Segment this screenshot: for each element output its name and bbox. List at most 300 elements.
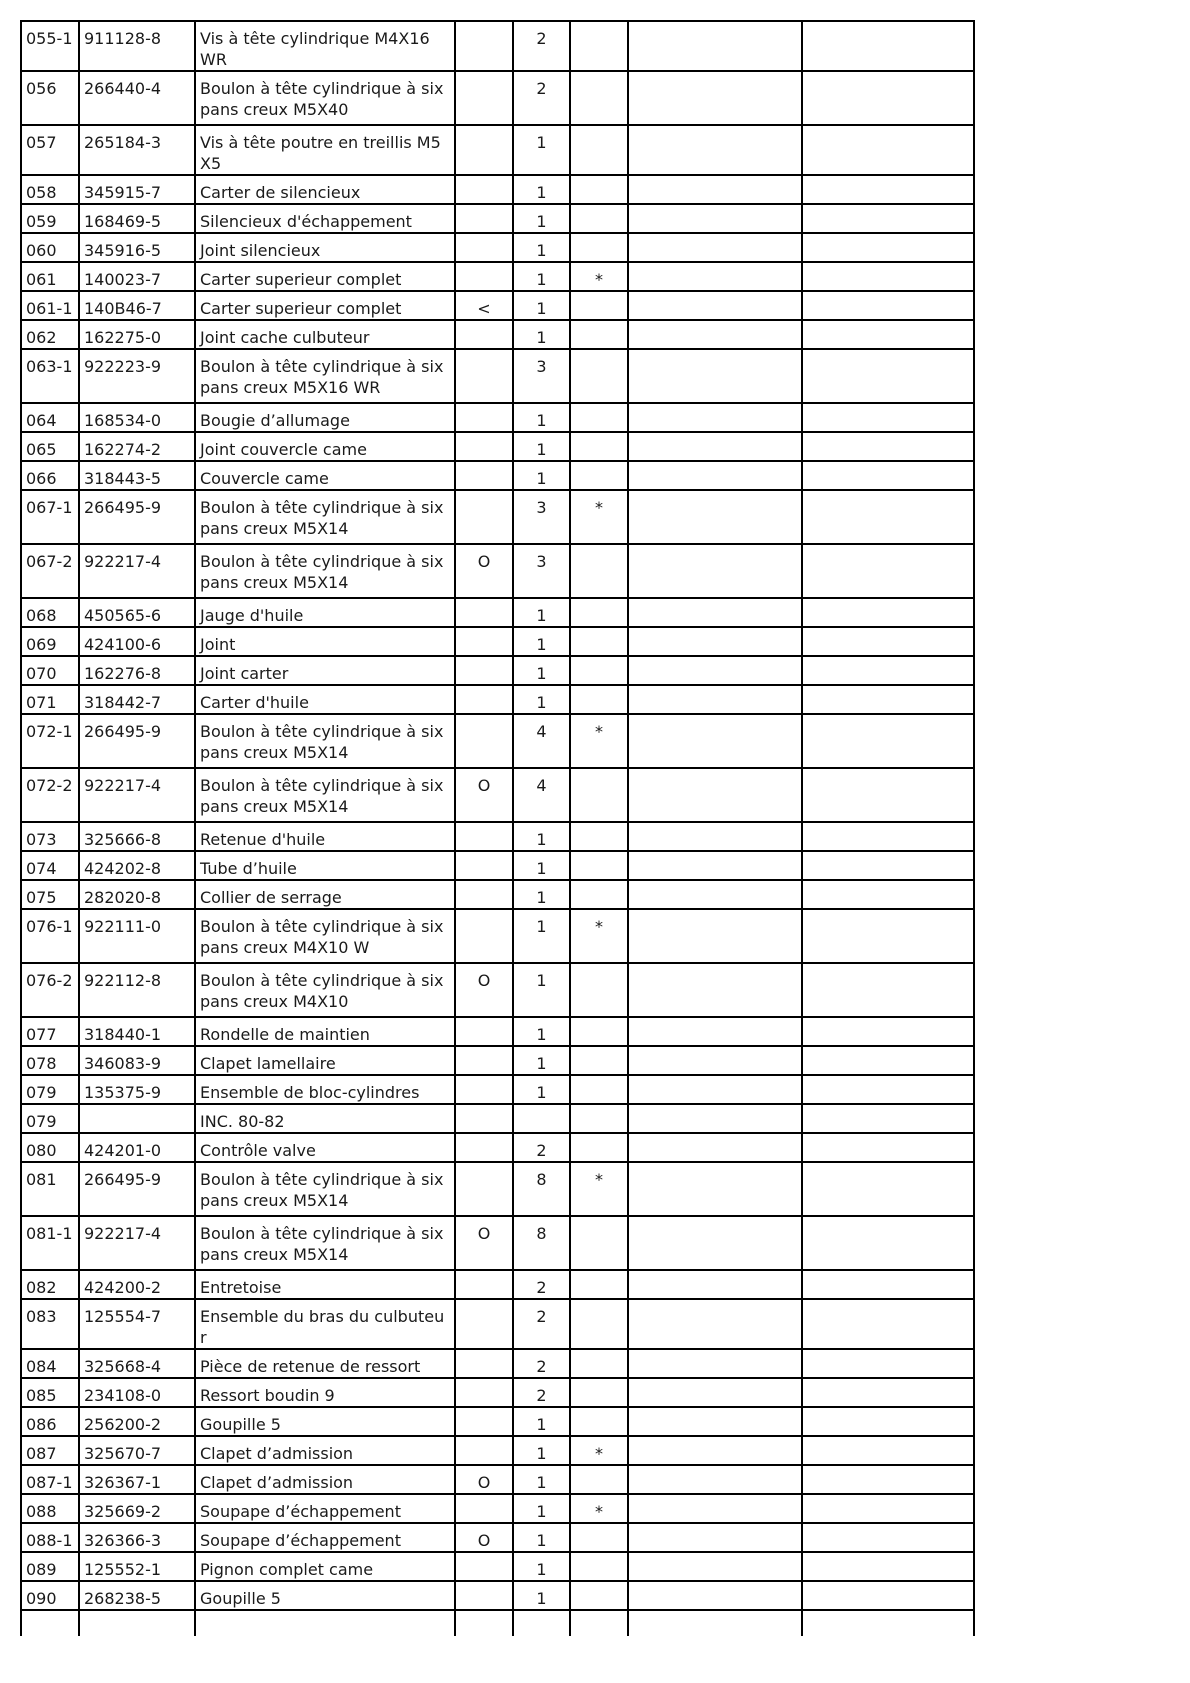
note-cell	[455, 432, 513, 461]
extra-2-cell	[802, 714, 974, 768]
ref-cell: 087-1	[21, 1465, 79, 1494]
note-cell	[455, 320, 513, 349]
extra-1-cell	[628, 291, 802, 320]
description-cell: Carter superieur complet	[195, 291, 455, 320]
ref-cell: 060	[21, 233, 79, 262]
part-number-cell: 922217-4	[79, 768, 195, 822]
note-cell: O	[455, 1523, 513, 1552]
extra-2-cell	[802, 768, 974, 822]
table-row	[21, 656, 974, 685]
note-cell	[455, 21, 513, 71]
quantity-cell: 1	[513, 963, 570, 1017]
quantity-cell: 2	[513, 1270, 570, 1299]
extra-1-cell	[628, 656, 802, 685]
description-cell: Joint cache culbuteur	[195, 320, 455, 349]
ref-cell: 078	[21, 1046, 79, 1075]
table-row	[21, 963, 974, 1017]
mark-cell	[570, 768, 628, 822]
table-row	[21, 1436, 974, 1465]
part-number-cell: 450565-6	[79, 598, 195, 627]
extra-1-cell	[628, 175, 802, 204]
extra-1-cell	[628, 1407, 802, 1436]
extra-1-cell	[628, 1523, 802, 1552]
extra-1-cell	[628, 1465, 802, 1494]
ref-cell: 077	[21, 1017, 79, 1046]
table-row	[21, 403, 974, 432]
extra-2-cell	[802, 909, 974, 963]
table-row	[21, 1552, 974, 1581]
quantity-cell: 1	[513, 262, 570, 291]
description-cell: Carter superieur complet	[195, 262, 455, 291]
mark-cell	[570, 685, 628, 714]
description-cell: Boulon à tête cylindrique à six pans creux M5X14	[195, 1162, 455, 1216]
extra-1-cell	[628, 1270, 802, 1299]
extra-1-cell	[628, 1494, 802, 1523]
note-cell	[455, 1349, 513, 1378]
mark-cell	[570, 1216, 628, 1270]
part-number-cell: 318443-5	[79, 461, 195, 490]
extra-2-cell	[802, 125, 974, 175]
extra-1-cell	[628, 461, 802, 490]
table-row	[21, 1378, 974, 1407]
table-row	[21, 233, 974, 262]
description-cell: Pignon complet came	[195, 1552, 455, 1581]
mark-cell: *	[570, 262, 628, 291]
extra-1-cell	[628, 1133, 802, 1162]
mark-cell	[570, 125, 628, 175]
part-number-cell: 125552-1	[79, 1552, 195, 1581]
extra-2-cell	[802, 627, 974, 656]
part-number-cell: 318440-1	[79, 1017, 195, 1046]
quantity-cell: 2	[513, 1349, 570, 1378]
table-row	[21, 71, 974, 125]
ref-cell: 062	[21, 320, 79, 349]
quantity-cell: 8	[513, 1216, 570, 1270]
description-cell: Boulon à tête cylindrique à six pans creux M5X16 WR	[195, 349, 455, 403]
extra-1-cell	[628, 1378, 802, 1407]
quantity-cell: 1	[513, 461, 570, 490]
table-row	[21, 598, 974, 627]
ref-cell: 068	[21, 598, 79, 627]
part-number-cell: 266440-4	[79, 71, 195, 125]
mark-cell	[570, 21, 628, 71]
extra-2-cell	[802, 963, 974, 1017]
part-number-cell: 318442-7	[79, 685, 195, 714]
description-cell: Carter de silencieux	[195, 175, 455, 204]
description-cell: Tube d’huile	[195, 851, 455, 880]
quantity-cell: 1	[513, 320, 570, 349]
note-cell	[455, 851, 513, 880]
quantity-cell: 2	[513, 1299, 570, 1349]
mark-cell	[570, 1349, 628, 1378]
table-row	[21, 1523, 974, 1552]
mark-cell	[570, 963, 628, 1017]
quantity-cell: 2	[513, 1378, 570, 1407]
mark-cell	[570, 1552, 628, 1581]
extra-1-cell	[628, 320, 802, 349]
extra-2-cell	[802, 403, 974, 432]
extra-2-cell	[802, 1270, 974, 1299]
table-row	[21, 1104, 974, 1133]
mark-cell	[570, 1523, 628, 1552]
quantity-cell: 1	[513, 403, 570, 432]
note-cell	[455, 714, 513, 768]
ref-cell: 085	[21, 1378, 79, 1407]
description-cell: Soupape d’échappement	[195, 1523, 455, 1552]
note-cell	[455, 1270, 513, 1299]
note-cell	[455, 1075, 513, 1104]
note-cell	[455, 1610, 513, 1636]
mark-cell	[570, 1270, 628, 1299]
part-number-cell: 922217-4	[79, 544, 195, 598]
description-cell: Soupape d’échappement	[195, 1494, 455, 1523]
extra-1-cell	[628, 714, 802, 768]
ref-cell: 075	[21, 880, 79, 909]
part-number-cell: 282020-8	[79, 880, 195, 909]
mark-cell: *	[570, 1436, 628, 1465]
ref-cell: 061-1	[21, 291, 79, 320]
table-row	[21, 768, 974, 822]
extra-2-cell	[802, 490, 974, 544]
table-row	[21, 1407, 974, 1436]
ref-cell: 083	[21, 1299, 79, 1349]
extra-1-cell	[628, 71, 802, 125]
table-row	[21, 461, 974, 490]
extra-2-cell	[802, 1552, 974, 1581]
extra-2-cell	[802, 1216, 974, 1270]
note-cell	[455, 1162, 513, 1216]
table-row	[21, 204, 974, 233]
table-row	[21, 291, 974, 320]
note-cell	[455, 685, 513, 714]
ref-cell: 080	[21, 1133, 79, 1162]
ref-cell	[21, 1610, 79, 1636]
extra-2-cell	[802, 685, 974, 714]
description-cell: Joint	[195, 627, 455, 656]
table-row	[21, 125, 974, 175]
ref-cell: 089	[21, 1552, 79, 1581]
quantity-cell: 1	[513, 432, 570, 461]
table-row	[21, 175, 974, 204]
parts-table-body	[21, 21, 974, 1636]
extra-2-cell	[802, 1104, 974, 1133]
quantity-cell: 8	[513, 1162, 570, 1216]
ref-cell: 073	[21, 822, 79, 851]
description-cell: Ensemble du bras du culbuteur	[195, 1299, 455, 1349]
extra-2-cell	[802, 233, 974, 262]
mark-cell	[570, 544, 628, 598]
note-cell	[455, 125, 513, 175]
extra-1-cell	[628, 627, 802, 656]
part-number-cell: 922112-8	[79, 963, 195, 1017]
extra-1-cell	[628, 1104, 802, 1133]
quantity-cell: 1	[513, 175, 570, 204]
part-number-cell: 266495-9	[79, 490, 195, 544]
note-cell	[455, 909, 513, 963]
description-cell: Clapet lamellaire	[195, 1046, 455, 1075]
extra-2-cell	[802, 656, 974, 685]
extra-1-cell	[628, 262, 802, 291]
mark-cell	[570, 1581, 628, 1610]
extra-2-cell	[802, 1436, 974, 1465]
extra-2-cell	[802, 1523, 974, 1552]
part-number-cell	[79, 1104, 195, 1133]
extra-1-cell	[628, 432, 802, 461]
part-number-cell: 325669-2	[79, 1494, 195, 1523]
table-row	[21, 1494, 974, 1523]
description-cell: Entretoise	[195, 1270, 455, 1299]
description-cell: Joint carter	[195, 656, 455, 685]
mark-cell	[570, 1610, 628, 1636]
extra-1-cell	[628, 1046, 802, 1075]
note-cell	[455, 627, 513, 656]
mark-cell	[570, 320, 628, 349]
ref-cell: 076-1	[21, 909, 79, 963]
quantity-cell: 3	[513, 490, 570, 544]
description-cell: Joint silencieux	[195, 233, 455, 262]
extra-1-cell	[628, 204, 802, 233]
description-cell: Pièce de retenue de ressort	[195, 1349, 455, 1378]
note-cell	[455, 1407, 513, 1436]
extra-1-cell	[628, 1436, 802, 1465]
table-row	[21, 544, 974, 598]
ref-cell: 081	[21, 1162, 79, 1216]
quantity-cell: 1	[513, 1075, 570, 1104]
note-cell	[455, 880, 513, 909]
part-number-cell: 168534-0	[79, 403, 195, 432]
quantity-cell: 1	[513, 1523, 570, 1552]
part-number-cell: 345916-5	[79, 233, 195, 262]
quantity-cell: 1	[513, 233, 570, 262]
description-cell: Carter d'huile	[195, 685, 455, 714]
table-row	[21, 1610, 974, 1636]
extra-2-cell	[802, 349, 974, 403]
extra-1-cell	[628, 768, 802, 822]
table-row	[21, 490, 974, 544]
mark-cell	[570, 822, 628, 851]
part-number-cell: 140B46-7	[79, 291, 195, 320]
note-cell	[455, 204, 513, 233]
description-cell: Contrôle valve	[195, 1133, 455, 1162]
quantity-cell: 1	[513, 851, 570, 880]
mark-cell: *	[570, 909, 628, 963]
part-number-cell: 234108-0	[79, 1378, 195, 1407]
extra-1-cell	[628, 1610, 802, 1636]
extra-1-cell	[628, 1581, 802, 1610]
ref-cell: 086	[21, 1407, 79, 1436]
quantity-cell: 1	[513, 822, 570, 851]
table-row	[21, 714, 974, 768]
note-cell	[455, 233, 513, 262]
ref-cell: 079	[21, 1104, 79, 1133]
description-cell: Boulon à tête cylindrique à six pans creux M5X40	[195, 71, 455, 125]
mark-cell	[570, 1133, 628, 1162]
note-cell	[455, 1436, 513, 1465]
extra-2-cell	[802, 175, 974, 204]
table-row	[21, 1046, 974, 1075]
table-row	[21, 627, 974, 656]
ref-cell: 066	[21, 461, 79, 490]
table-row	[21, 1133, 974, 1162]
description-cell: Boulon à tête cylindrique à six pans creux M5X14	[195, 768, 455, 822]
note-cell	[455, 1378, 513, 1407]
note-cell: O	[455, 963, 513, 1017]
description-cell: Jauge d'huile	[195, 598, 455, 627]
extra-2-cell	[802, 1378, 974, 1407]
part-number-cell: 162275-0	[79, 320, 195, 349]
extra-1-cell	[628, 880, 802, 909]
mark-cell	[570, 1046, 628, 1075]
description-cell: Ressort boudin 9	[195, 1378, 455, 1407]
description-cell: Boulon à tête cylindrique à six pans creux M4X10	[195, 963, 455, 1017]
table-row	[21, 1216, 974, 1270]
part-number-cell: 911128-8	[79, 21, 195, 71]
ref-cell: 082	[21, 1270, 79, 1299]
part-number-cell: 424200-2	[79, 1270, 195, 1299]
extra-2-cell	[802, 1133, 974, 1162]
table-row	[21, 1349, 974, 1378]
quantity-cell: 1	[513, 291, 570, 320]
quantity-cell: 1	[513, 1465, 570, 1494]
quantity-cell	[513, 1610, 570, 1636]
mark-cell	[570, 1104, 628, 1133]
ref-cell: 069	[21, 627, 79, 656]
extra-2-cell	[802, 1581, 974, 1610]
mark-cell	[570, 598, 628, 627]
description-cell: Goupille 5	[195, 1581, 455, 1610]
table-row	[21, 349, 974, 403]
ref-cell: 057	[21, 125, 79, 175]
mark-cell	[570, 461, 628, 490]
part-number-cell: 345915-7	[79, 175, 195, 204]
mark-cell	[570, 403, 628, 432]
ref-cell: 059	[21, 204, 79, 233]
note-cell: O	[455, 768, 513, 822]
mark-cell	[570, 291, 628, 320]
extra-2-cell	[802, 291, 974, 320]
ref-cell: 076-2	[21, 963, 79, 1017]
mark-cell	[570, 627, 628, 656]
mark-cell	[570, 656, 628, 685]
ref-cell: 058	[21, 175, 79, 204]
mark-cell	[570, 204, 628, 233]
extra-1-cell	[628, 1552, 802, 1581]
note-cell	[455, 71, 513, 125]
table-row	[21, 880, 974, 909]
extra-2-cell	[802, 544, 974, 598]
quantity-cell: 1	[513, 1581, 570, 1610]
note-cell	[455, 490, 513, 544]
table-row	[21, 262, 974, 291]
description-cell	[195, 1610, 455, 1636]
part-number-cell: 125554-7	[79, 1299, 195, 1349]
ref-cell: 063-1	[21, 349, 79, 403]
description-cell: Bougie d’allumage	[195, 403, 455, 432]
mark-cell: *	[570, 490, 628, 544]
description-cell: Retenue d'huile	[195, 822, 455, 851]
description-cell: Boulon à tête cylindrique à six pans creux M5X14	[195, 544, 455, 598]
note-cell: O	[455, 544, 513, 598]
extra-1-cell	[628, 1216, 802, 1270]
extra-1-cell	[628, 403, 802, 432]
parts-table	[20, 20, 975, 1636]
part-number-cell: 325666-8	[79, 822, 195, 851]
extra-1-cell	[628, 1299, 802, 1349]
part-number-cell: 424202-8	[79, 851, 195, 880]
extra-2-cell	[802, 432, 974, 461]
quantity-cell: 2	[513, 21, 570, 71]
table-row	[21, 1162, 974, 1216]
part-number-cell: 424201-0	[79, 1133, 195, 1162]
description-cell: Vis à tête cylindrique M4X16 WR	[195, 21, 455, 71]
mark-cell: *	[570, 714, 628, 768]
table-row	[21, 432, 974, 461]
part-number-cell: 424100-6	[79, 627, 195, 656]
table-row	[21, 320, 974, 349]
table-row	[21, 1299, 974, 1349]
quantity-cell: 1	[513, 1494, 570, 1523]
extra-1-cell	[628, 1349, 802, 1378]
extra-2-cell	[802, 1075, 974, 1104]
mark-cell: *	[570, 1494, 628, 1523]
extra-2-cell	[802, 851, 974, 880]
table-row	[21, 1465, 974, 1494]
part-number-cell: 162274-2	[79, 432, 195, 461]
mark-cell	[570, 851, 628, 880]
ref-cell: 079	[21, 1075, 79, 1104]
extra-1-cell	[628, 1075, 802, 1104]
ref-cell: 061	[21, 262, 79, 291]
note-cell	[455, 349, 513, 403]
description-cell: Boulon à tête cylindrique à six pans creux M5X14	[195, 714, 455, 768]
part-number-cell: 265184-3	[79, 125, 195, 175]
mark-cell	[570, 1075, 628, 1104]
part-number-cell: 268238-5	[79, 1581, 195, 1610]
quantity-cell: 1	[513, 1046, 570, 1075]
part-number-cell: 266495-9	[79, 1162, 195, 1216]
ref-cell: 072-1	[21, 714, 79, 768]
extra-1-cell	[628, 21, 802, 71]
table-row	[21, 685, 974, 714]
part-number-cell: 326366-3	[79, 1523, 195, 1552]
part-number-cell: 346083-9	[79, 1046, 195, 1075]
ref-cell: 065	[21, 432, 79, 461]
extra-2-cell	[802, 1494, 974, 1523]
ref-cell: 055-1	[21, 21, 79, 71]
extra-2-cell	[802, 1349, 974, 1378]
quantity-cell: 3	[513, 544, 570, 598]
table-row	[21, 822, 974, 851]
note-cell	[455, 598, 513, 627]
mark-cell	[570, 1407, 628, 1436]
mark-cell	[570, 1465, 628, 1494]
table-row	[21, 1075, 974, 1104]
ref-cell: 064	[21, 403, 79, 432]
ref-cell: 081-1	[21, 1216, 79, 1270]
mark-cell	[570, 175, 628, 204]
note-cell	[455, 1299, 513, 1349]
note-cell	[455, 1494, 513, 1523]
extra-1-cell	[628, 909, 802, 963]
quantity-cell: 1	[513, 1407, 570, 1436]
note-cell: O	[455, 1216, 513, 1270]
description-cell: Goupille 5	[195, 1407, 455, 1436]
note-cell	[455, 1581, 513, 1610]
note-cell	[455, 1104, 513, 1133]
extra-2-cell	[802, 262, 974, 291]
quantity-cell: 4	[513, 714, 570, 768]
extra-2-cell	[802, 822, 974, 851]
